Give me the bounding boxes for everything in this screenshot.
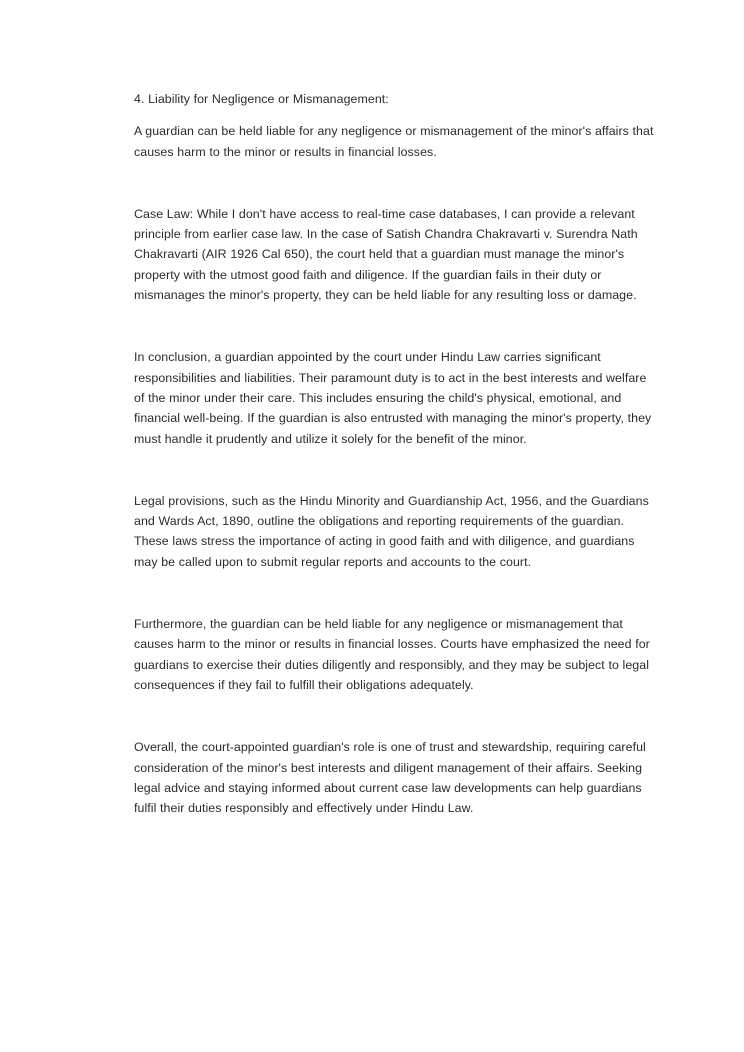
document-body — [134, 89, 658, 818]
paragraph-block-case-law — [134, 204, 658, 305]
paragraph-block-overall — [134, 737, 658, 818]
paragraph-legal-provisions: Legal provisions, such as the Hindu Minority and Guardianship Act, 1956, and the Guardians and Wards Act, 1890, outline the obligations and reporting requirements of the guardian. These laws stress the importance of acting in good faith and with diligence, and guardians may be called upon to submit regular reports and accounts to the court. — [134, 493, 649, 569]
section-heading: 4. Liability for Negligence or Mismanagement: — [134, 92, 389, 106]
paragraph-block-furthermore — [134, 614, 658, 695]
paragraph-overall: Overall, the court-appointed guardian's role is one of trust and stewardship, requiring careful consideration of the minor's best interests and diligent management of their affairs. Seeking legal advice and staying informed about current case law developments can help guardians fulfil their duties responsibly and effectively under Hindu Law. — [134, 740, 646, 816]
section-heading-block — [134, 89, 658, 109]
paragraph-liability: A guardian can be held liable for any negligence or mismanagement of the minor's affairs that causes harm to the minor or results in financial losses. — [134, 124, 654, 159]
paragraph-block-liability — [134, 121, 658, 162]
paragraph-conclusion: In conclusion, a guardian appointed by the court under Hindu Law carries significant responsibilities and liabilities. Their paramount duty is to act in the best interests and welfare of the minor under their care. This includes ensuring the child's physical, emotional, and financial well-being. If the guardian is also entrusted with managing the minor's property, they must handle it prudently and utilize it solely for the benefit of the minor. — [134, 350, 652, 446]
paragraph-block-conclusion — [134, 347, 658, 448]
paragraph-block-legal-provisions — [134, 491, 658, 572]
paragraph-case-law: Case Law: While I don't have access to real-time case databases, I can provide a relevant principle from earlier case law. In the case of Satish Chandra Chakravarti v. Surendra Nath Chakravarti (AIR 1926 Cal 650), the court held that a guardian must manage the minor's property with the utmost good faith and diligence. If the guardian fails in their duty or mismanages the minor's property, they can be held liable for any resulting loss or damage. — [134, 206, 638, 303]
paragraph-furthermore: Furthermore, the guardian can be held liable for any negligence or mismanagement that causes harm to the minor or results in financial losses. Courts have emphasized the need for guardians to exercise their duties diligently and responsibly, and they may be subject to legal consequences if they fail to fulfill their obligations adequately. — [134, 617, 650, 692]
